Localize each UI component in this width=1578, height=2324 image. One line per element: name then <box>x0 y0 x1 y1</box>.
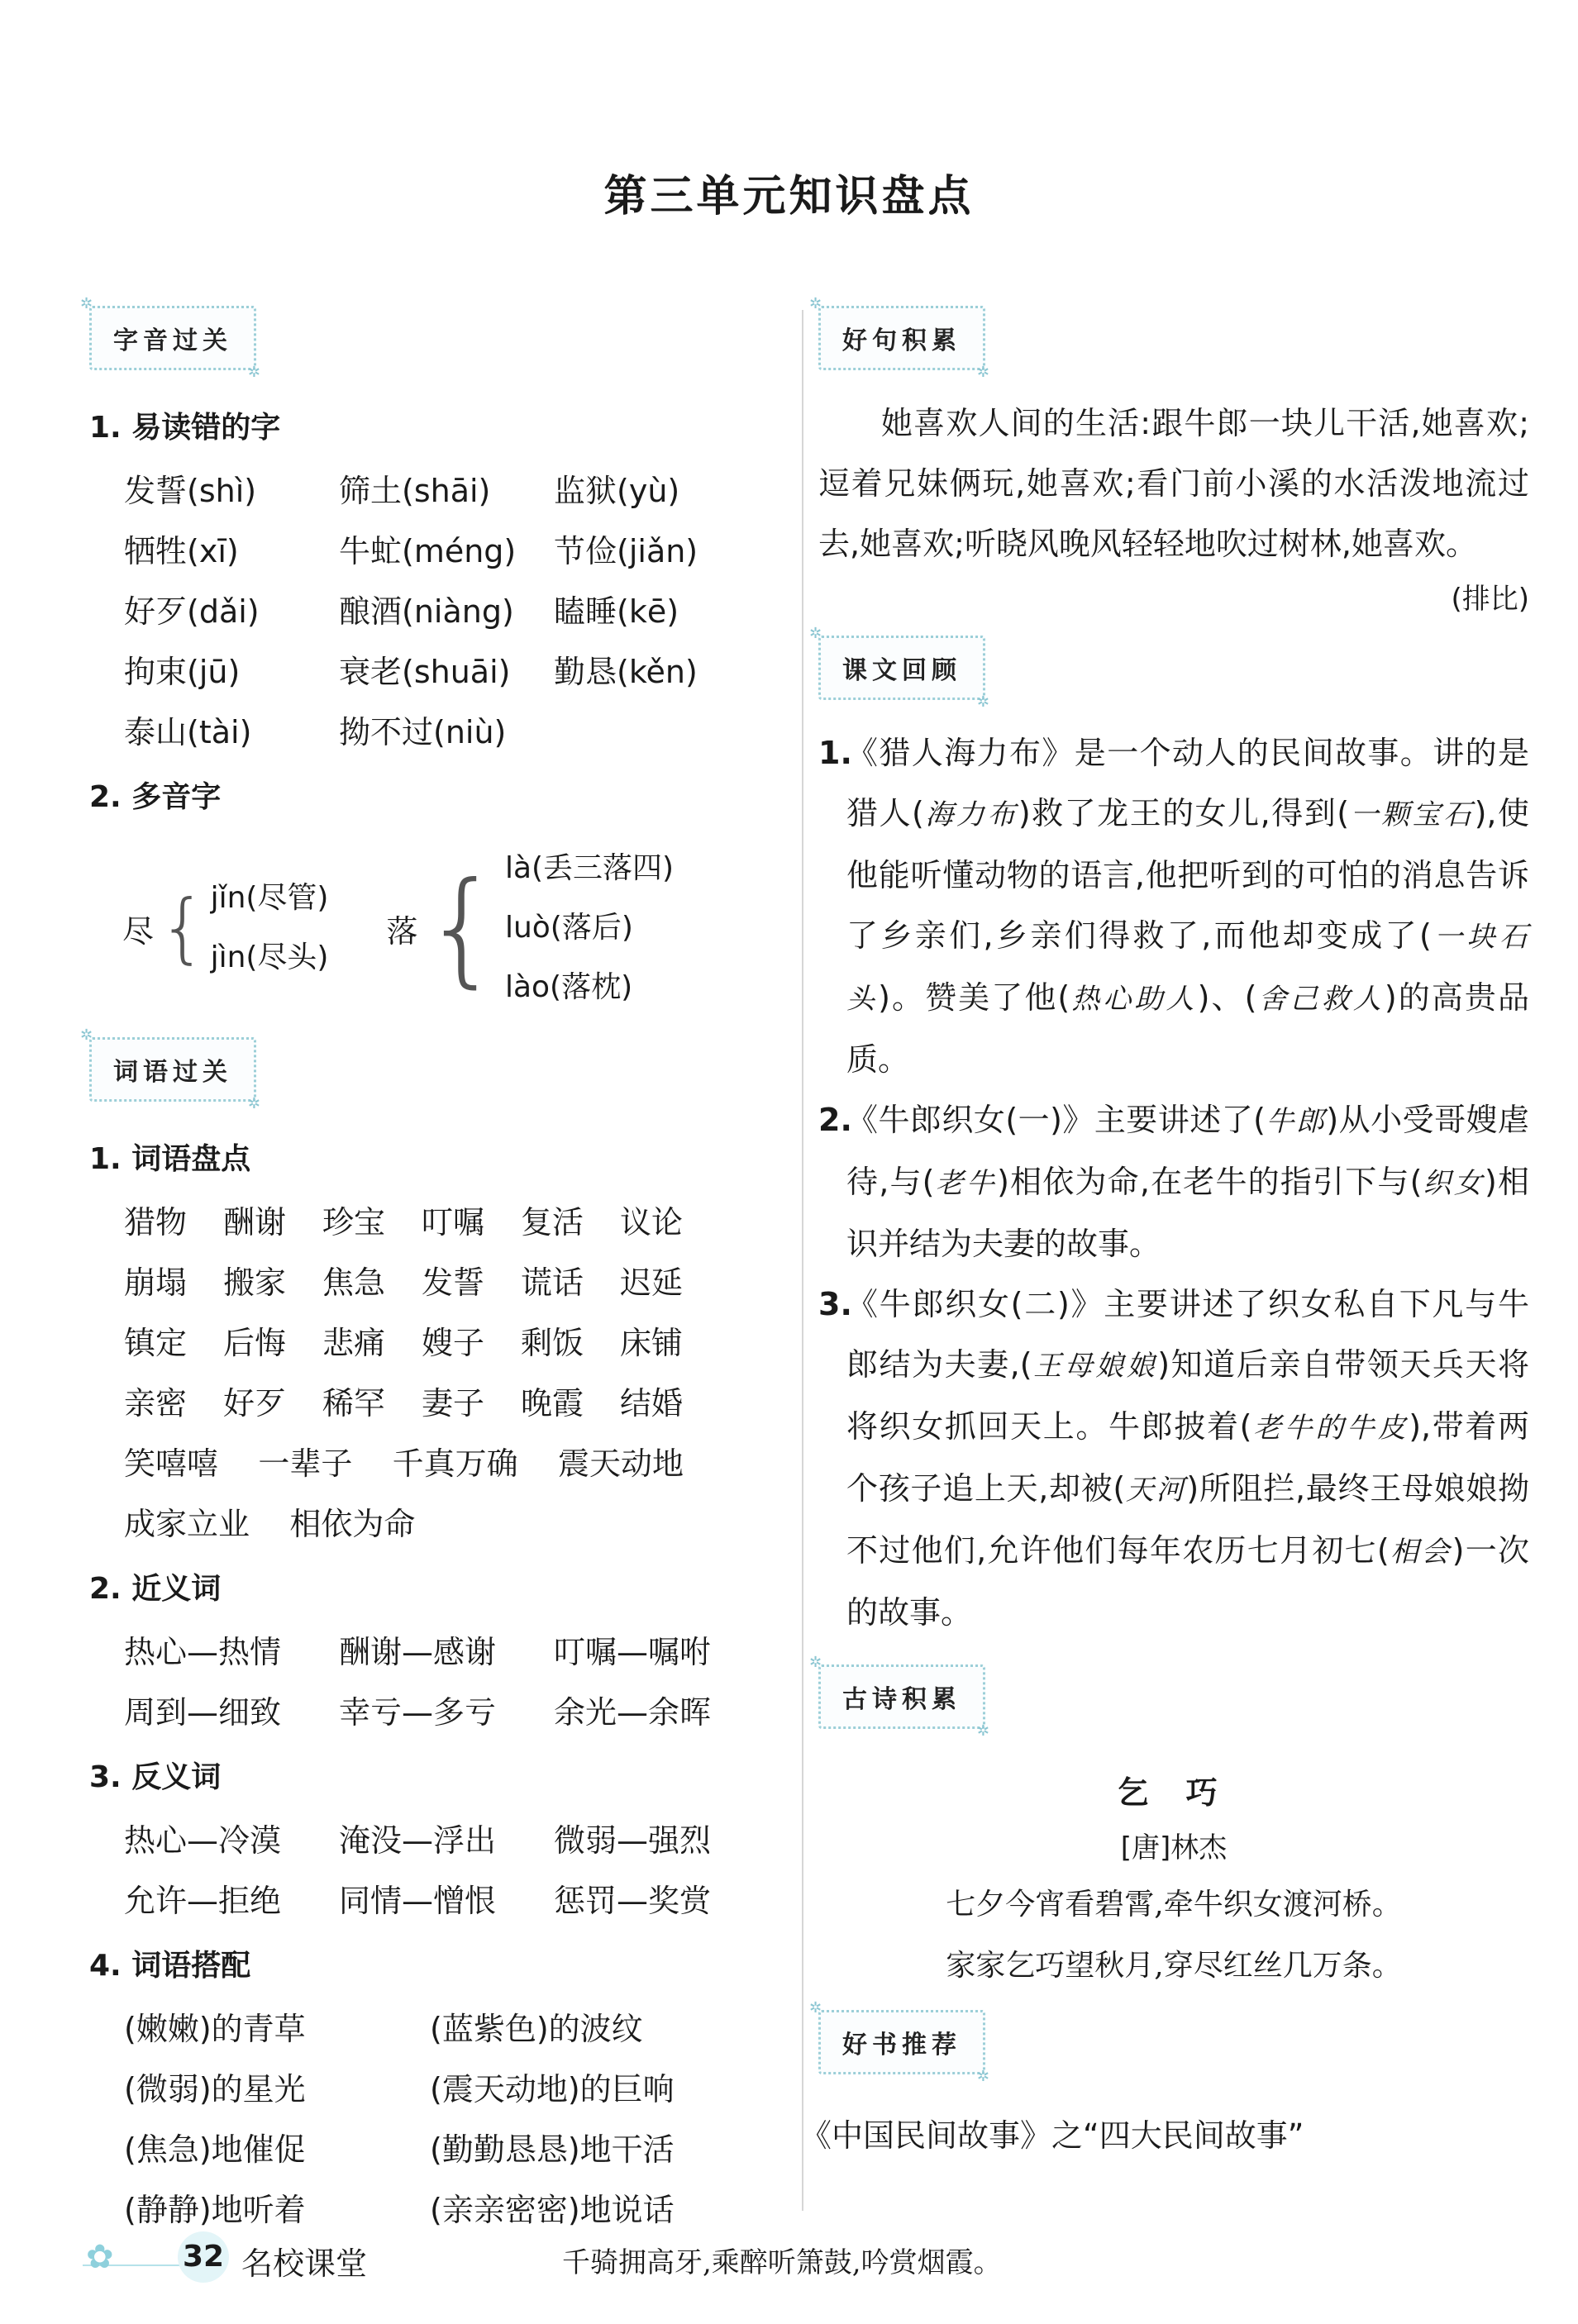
antonym-row-cell: 惩罚—奖赏 <box>554 1883 712 1919</box>
answer-text: 天河 <box>1125 1474 1187 1507</box>
word-row-cell: 叮嘱 <box>422 1204 485 1241</box>
synonym-row-cell: 叮嘱—嘱咐 <box>554 1634 712 1670</box>
word-row-cell: 崩塌 <box>124 1264 188 1301</box>
collocation-row <box>89 1999 784 2060</box>
collocation-list <box>89 1999 784 2241</box>
easy-word-row-cell: 筛土(shāi) <box>339 473 491 509</box>
heading-easy-misread: 1. 易读错的字 <box>89 411 281 445</box>
word-row-cell: 猎物 <box>124 1204 188 1241</box>
review-text-segment: ),带着两个孩子追上天,却被( <box>846 1408 1530 1507</box>
review-item-text <box>846 1274 1529 1643</box>
answer-text: 织女 <box>1422 1167 1485 1200</box>
heading-word-review: 1. 词语盘点 <box>89 1142 251 1176</box>
polyphonic-luo: 落 { là(丢三落四) luò(落后) lào(落枕) <box>386 851 675 1004</box>
antonym-row-cell: 同情—憎恨 <box>339 1883 497 1919</box>
word-row-cell: 复活 <box>521 1204 584 1241</box>
word-row-cell: 结婚 <box>620 1385 684 1422</box>
answer-text: 海力布 <box>923 798 1018 831</box>
word-row-cell: 议论 <box>620 1204 684 1241</box>
easy-word-row-cell: 酿酒(niàng) <box>339 593 514 630</box>
word-row-cell: 好歹 <box>223 1385 287 1422</box>
antonym-row <box>89 1811 784 1871</box>
review-text-segment: )相识并结为夫妻的故事。 <box>846 1164 1530 1262</box>
answer-text: 老牛的牛皮 <box>1251 1412 1409 1445</box>
heading-collocations: 4. 词语搭配 <box>89 1949 251 1983</box>
easy-word-row <box>89 461 784 521</box>
word-row-cell: 悲痛 <box>322 1325 386 1361</box>
easy-word-row-cell: 发誓(shì) <box>124 473 257 509</box>
polyphonic-jin: 尽 { jǐn(尽管) jìn(尽头) <box>122 881 329 974</box>
antonym-row-cell: 淹没—浮出 <box>339 1822 497 1859</box>
section-tag-pronunciation: ✲ 字音过关 ✲ <box>89 306 256 370</box>
footer-brand: 名校课堂 <box>241 2245 368 2282</box>
answer-text: 舍己救人 <box>1256 983 1385 1016</box>
review-item-text <box>846 1090 1529 1274</box>
poem-line-1: 七夕今宵看碧霄,牵牛织女渡河桥。 <box>946 1888 1402 1922</box>
review-item <box>818 1274 1529 1643</box>
easy-word-row-cell: 好歹(dǎi) <box>124 593 260 630</box>
review-text-segment: 《猎人海力布》是一个动人的民间故事。讲的是猎人( <box>846 735 1529 831</box>
review-text-segment: )一次的故事。 <box>846 1532 1530 1631</box>
easy-words-list <box>89 461 784 763</box>
easy-word-row-cell: 瞌睡(kē) <box>554 593 679 630</box>
word-row-cell: 迟延 <box>620 1264 684 1301</box>
collocation-row-cell: (蓝紫色)的波纹 <box>430 2011 643 2047</box>
antonym-row-cell: 允许—拒绝 <box>124 1883 282 1919</box>
page-title: 第三单元知识盘点 <box>603 171 975 221</box>
antonym-row-cell: 微弱—强烈 <box>554 1822 712 1859</box>
word-row <box>89 1374 784 1434</box>
antonym-row-cell: 热心—冷漠 <box>124 1822 282 1859</box>
collocation-row-cell: (亲亲密密)地说话 <box>430 2192 675 2228</box>
collocation-row-cell: (焦急)地催促 <box>124 2131 306 2168</box>
easy-word-row-cell: 衰老(shuāi) <box>339 654 511 690</box>
word-row-cell: 搬家 <box>223 1264 287 1301</box>
section-tag-good-sentences: ✲ 好句积累 ✲ <box>818 306 985 370</box>
collocation-row-cell: (微弱)的星光 <box>124 2071 306 2107</box>
easy-word-row-cell: 拗不过(niù) <box>339 714 507 750</box>
word-row-cell: 发誓 <box>422 1264 485 1301</box>
review-text-segment: )。赞美了他( <box>878 979 1070 1016</box>
word-row-cell: 剩饭 <box>521 1325 584 1361</box>
good-sentence: 她喜欢人间的生活:跟牛郎一块儿干活,她喜欢;逗着兄妹俩玩,她喜欢;看门前小溪的水活泼地流过去,她喜欢;听晓风晚风轻轻地吹过树林,她喜欢。 <box>818 405 1529 562</box>
word-row-cell: 后悔 <box>223 1325 287 1361</box>
review-item <box>818 723 1529 1090</box>
answer-text: 王母娘娘 <box>1032 1350 1158 1383</box>
poem-title: 乞 巧 <box>1117 1774 1231 1811</box>
flourish-icon: ✿ <box>86 2238 114 2276</box>
section-tag-vocabulary: ✲ 词语过关 ✲ <box>89 1037 256 1102</box>
word-review-long-1: 笑嘻嘻 一辈子 千真万确 震天动地 <box>124 1445 684 1482</box>
word-row <box>89 1253 784 1313</box>
easy-word-row-cell: 监狱(yù) <box>554 473 680 509</box>
brace-icon: { <box>422 856 502 1000</box>
answer-text: 牛郎 <box>1265 1105 1327 1138</box>
easy-word-row <box>89 582 784 642</box>
section-tag-book: ✲ 好书推荐 ✲ <box>818 2010 985 2074</box>
word-row-cell: 亲密 <box>124 1385 188 1422</box>
sentence-note: (排比) <box>1451 583 1529 616</box>
heading-synonyms: 2. 近义词 <box>89 1572 222 1606</box>
word-row-cell: 晚霞 <box>521 1385 584 1422</box>
word-row-cell: 镇定 <box>124 1325 188 1361</box>
review-item-number: 3. <box>818 1286 852 1322</box>
word-review-list <box>89 1193 784 1434</box>
word-row-cell: 稀罕 <box>322 1385 386 1422</box>
footer <box>0 2231 1578 2298</box>
section-tag-text-review: ✲ 课文回顾 ✲ <box>818 636 985 700</box>
review-text-segment: )的高贵品质。 <box>846 979 1530 1078</box>
synonym-list <box>89 1622 784 1743</box>
heading-polyphonic: 2. 多音字 <box>89 780 222 814</box>
text-review-list <box>818 723 1529 1643</box>
easy-word-row <box>89 521 784 582</box>
synonym-row-cell: 余光—余晖 <box>554 1694 712 1731</box>
heading-antonyms: 3. 反义词 <box>89 1760 222 1794</box>
review-text-segment: )从小受哥嫂虐待,与( <box>846 1102 1530 1200</box>
word-row-cell: 嫂子 <box>422 1325 485 1361</box>
synonym-row-cell: 周到—细致 <box>124 1694 282 1731</box>
answer-text: 老牛 <box>934 1167 998 1200</box>
collocation-row-cell: (静静)地听着 <box>124 2192 306 2228</box>
easy-word-row-cell: 牛虻(méng) <box>339 533 517 569</box>
word-row-cell: 焦急 <box>322 1264 386 1301</box>
collocation-row <box>89 2060 784 2120</box>
word-row <box>89 1313 784 1374</box>
antonym-list <box>89 1811 784 1931</box>
poem-line-2: 家家乞巧望秋月,穿尽红丝几万条。 <box>946 1949 1402 1983</box>
word-row-cell: 珍宝 <box>322 1204 386 1241</box>
easy-word-row-cell: 勤恳(kěn) <box>554 654 698 690</box>
easy-word-row-cell <box>519 702 734 763</box>
right-column <box>800 306 1530 2165</box>
review-text-segment: )相依为命,在老牛的指引下与( <box>997 1164 1423 1200</box>
review-text-segment: )所阻拦,最终王母娘娘拗不过他们,允许他们每年农历七月初七( <box>846 1470 1530 1569</box>
easy-word-row-cell: 节俭(jiǎn) <box>554 533 698 569</box>
footer-motto: 千骑拥高牙,乘醉听箫鼓,吟赏烟霞。 <box>562 2246 1002 2279</box>
review-text-segment: 《牛郎织女(一)》主要讲述了( <box>846 1102 1266 1138</box>
easy-word-row <box>89 642 784 702</box>
word-row-cell: 酬谢 <box>223 1204 287 1241</box>
review-item <box>818 1090 1529 1274</box>
page-number: 32 <box>178 2231 229 2283</box>
review-item-number: 1. <box>818 735 852 771</box>
collocation-row-cell: (嫩嫩)的青草 <box>124 2011 306 2047</box>
book-recommendation: 《中国民间故事》之“四大民间故事” <box>800 2117 1304 2154</box>
review-text-segment: )知道后亲自带领天兵天将将织女抓回天上。牛郎披着( <box>846 1346 1530 1445</box>
easy-word-row-cell: 泰山(tài) <box>124 714 252 750</box>
poem-author: [唐]林杰 <box>1120 1831 1228 1864</box>
easy-word-row-cell: 拘束(jū) <box>124 654 241 690</box>
synonym-row <box>89 1683 784 1743</box>
word-row-cell: 床铺 <box>620 1325 684 1361</box>
review-text-segment: 《牛郎织女(二)》主要讲述了织女私自下凡与牛郎结为夫妻,( <box>846 1286 1529 1383</box>
collocation-row <box>89 2120 784 2180</box>
answer-text: 一颗宝石 <box>1349 798 1475 831</box>
easy-word-row <box>89 702 784 763</box>
antonym-row <box>89 1871 784 1931</box>
answer-text: 相会 <box>1389 1536 1452 1569</box>
collocation-row-cell: (震天动地)的巨响 <box>430 2071 675 2107</box>
review-text-segment: )、( <box>1197 979 1257 1016</box>
collocation-row-cell: (勤勤恳恳)地干活 <box>430 2131 675 2168</box>
review-text-segment: )救了龙王的女儿,得到( <box>1018 795 1350 831</box>
brace-icon: { <box>159 883 207 972</box>
easy-word-row-cell: 牺牲(xī) <box>124 533 239 569</box>
answer-text: 一块石头 <box>846 921 1529 1016</box>
word-row <box>89 1193 784 1253</box>
review-item-text <box>846 723 1529 1090</box>
synonym-row-cell: 酬谢—感谢 <box>339 1634 497 1670</box>
review-item-number: 2. <box>818 1102 852 1138</box>
section-tag-poems: ✲ 古诗积累 ✲ <box>818 1664 985 1729</box>
synonym-row-cell: 幸亏—多亏 <box>339 1694 497 1731</box>
answer-text: 热心助人 <box>1070 983 1198 1016</box>
left-column <box>89 306 784 2241</box>
synonym-row <box>89 1622 784 1683</box>
review-text-segment: ),使他能听懂动物的语言,他把听到的可怕的消息告诉了乡亲们,乡亲们得救了,而他却变成了( <box>846 795 1530 954</box>
word-row-cell: 妻子 <box>422 1385 485 1422</box>
synonym-row-cell: 热心—热情 <box>124 1634 282 1670</box>
word-review-long-2: 成家立业 相依为命 <box>124 1506 416 1542</box>
column-divider <box>802 310 803 2211</box>
word-row-cell: 谎话 <box>521 1264 584 1301</box>
